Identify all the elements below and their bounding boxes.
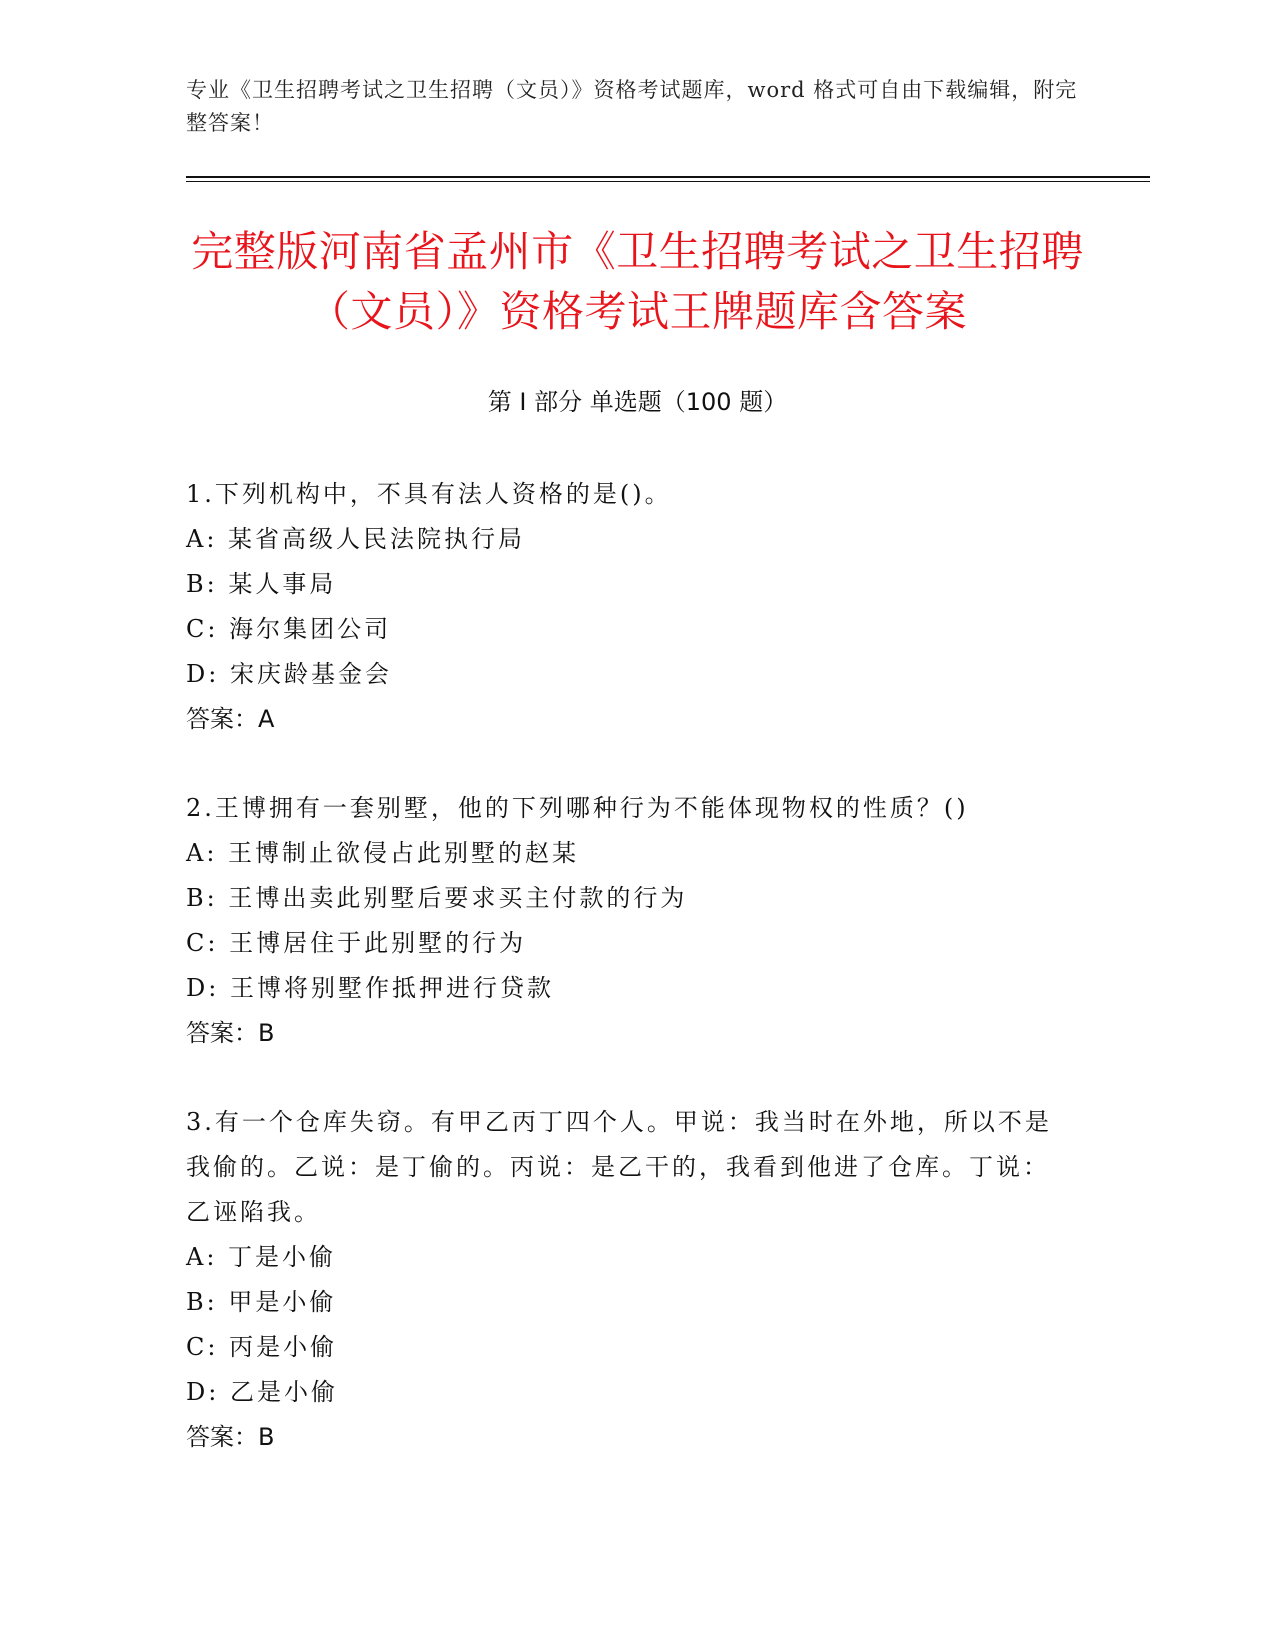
option-a: A: 丁是小偷 — [186, 1243, 337, 1271]
question-list — [186, 472, 1066, 1504]
option-d: D: 宋庆龄基金会 — [186, 660, 392, 688]
option-a: A: 王博制止欲侵占此别墅的赵某 — [186, 839, 580, 867]
answer: 答案：A — [186, 705, 275, 733]
option-c: C: 王博居住于此别墅的行为 — [186, 929, 527, 957]
answer: 答案：B — [186, 1019, 275, 1047]
option-a: A: 某省高级人民法院执行局 — [186, 525, 526, 553]
option-c: C: 海尔集团公司 — [186, 615, 392, 643]
option-c: C: 丙是小偷 — [186, 1333, 338, 1361]
option-d: D: 乙是小偷 — [186, 1378, 338, 1406]
header-rule-thick — [186, 176, 1150, 178]
option-d: D: 王博将别墅作抵押进行贷款 — [186, 974, 554, 1002]
section-title: 第 I 部分 单选题（100 题） — [487, 388, 788, 416]
header-note: 专业《卫生招聘考试之卫生招聘（文员）》资格考试题库，word 格式可自由下载编辑，附完整答案！ — [186, 78, 1078, 135]
document-title: 完整版河南省孟州市《卫生招聘考试之卫生招聘（文员）》资格考试王牌题库含答案 — [191, 227, 1084, 336]
option-b: B: 甲是小偷 — [186, 1288, 337, 1316]
question-2 — [186, 786, 1066, 1056]
question-1 — [186, 472, 1066, 742]
option-b: B: 某人事局 — [186, 570, 337, 598]
question-stem: 3.有一个仓库失窃。有甲乙丙丁四个人。甲说：我当时在外地，所以不是我偷的。乙说：是丁偷的。丙说：是乙干的，我看到他进了仓库。丁说：乙诬陷我。 — [186, 1108, 1052, 1226]
option-b: B: 王博出卖此别墅后要求买主付款的行为 — [186, 884, 688, 912]
question-stem: 2.王博拥有一套别墅，他的下列哪种行为不能体现物权的性质？() — [186, 794, 969, 822]
answer: 答案：B — [186, 1423, 275, 1451]
question-3 — [186, 1100, 1066, 1460]
question-stem: 1.下列机构中，不具有法人资格的是()。 — [186, 480, 672, 508]
header-rule-thin — [186, 181, 1150, 182]
